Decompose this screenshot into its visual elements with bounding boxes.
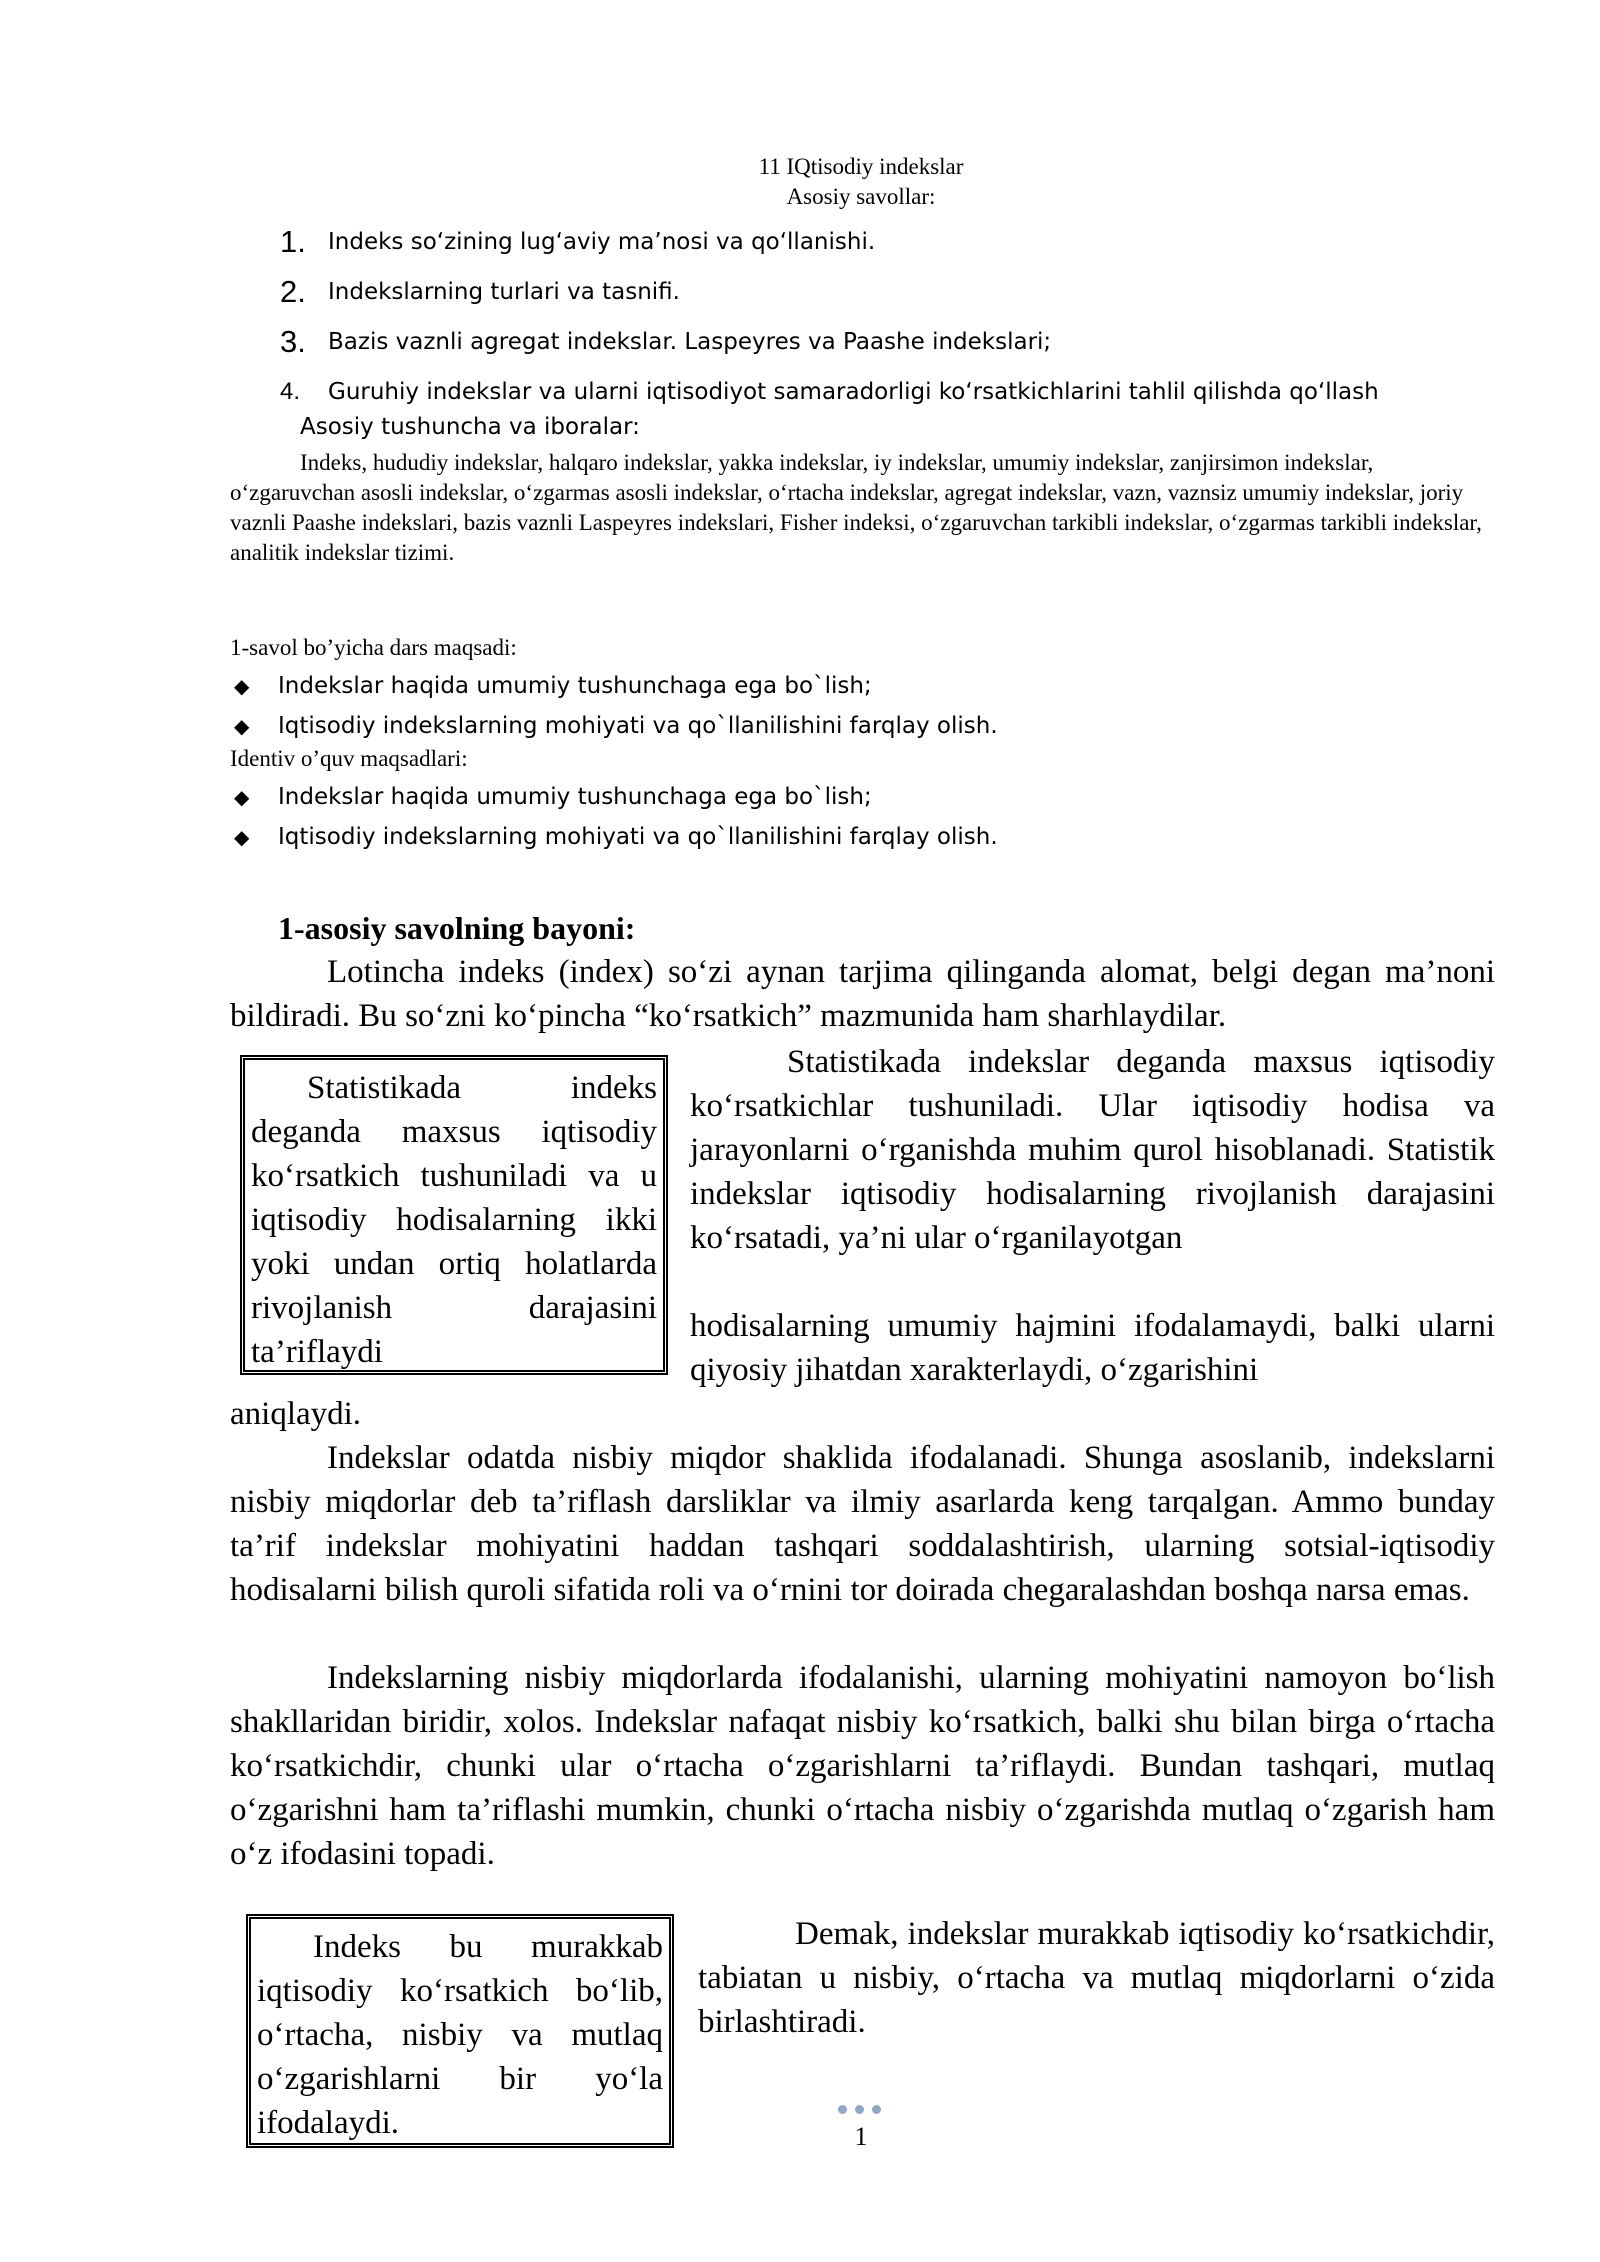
callout-box: Indeks bu murakkab iqtisodiy ko‘rsatkich bo‘lib, o‘rtacha, nisbiy va mutlaq o‘zgarishlarni bir yo‘la ifodalaydi.	[246, 1914, 674, 2148]
question-number: 3.	[280, 324, 306, 359]
diamond-bullet-icon: ◆	[234, 825, 250, 849]
document-title: 11 IQtisodiy indekslar	[758, 154, 964, 179]
question-number: 2.	[280, 274, 306, 309]
concepts-text: Indeks, hududiy indekslar, halqaro indekslar, yakka indekslar, iy indekslar, umumiy indekslar, zanjirsimon indekslar, o‘zgaruvchan asosli indekslar, o‘zgarmas asosli indekslar, o‘rtacha indekslar, agregat indekslar, vazn, vaznsiz umumiy indekslar, joriy vaznli Paashe indekslari, bazis vaznli Laspeyres indekslari, Fisher indeksi, o‘zgaruvchan tarkibli indekslar, o‘zgarmas tarkibli indekslar, analitik indekslar tizimi.	[230, 450, 1482, 565]
goal-item	[234, 666, 1434, 706]
question-text: Indekslarning turlari va tasnifi.	[328, 279, 680, 305]
paragraph: Demak, indekslar murakkab iqtisodiy ko‘rsatkichdir, tabiatan u nisbiy, o‘rtacha va mutlaq miqdorlarni o‘zida birlashtiradi.	[698, 1916, 1495, 2040]
paragraph: aniqlaydi.	[230, 1396, 362, 1432]
goal-item	[234, 706, 1434, 746]
concepts-heading: Asosiy tushuncha va iboralar:	[300, 414, 640, 440]
dot-icon	[855, 2105, 864, 2114]
question-number: 4.	[280, 378, 301, 405]
document-subtitle: Asosiy savollar:	[786, 184, 936, 209]
question-item	[280, 267, 1540, 317]
questions-list	[280, 217, 1540, 417]
section-heading: 1-asosiy savolning bayoni:	[278, 910, 636, 946]
dot-icon	[872, 2105, 881, 2114]
question-text: Guruhiy indekslar va ularni iqtisodiyot samaradorligi ko‘rsatkichlarini tahlil qilishda qo‘llash	[328, 379, 1379, 405]
paragraph: Indekslarning nisbiy miqdorlarda ifodalanishi, ularning mohiyatini namoyon bo‘lish shakllaridan biridir, xolos. Indekslar nafaqat nisbiy ko‘rsatkich, balki shu bilan birga o‘rtacha ko‘rsatkichdir, chunki ular o‘rtacha o‘zgarishlarni ta’riflaydi. Bundan tashqari, mutlaq o‘zgarishni ham ta’riflashi mumkin, chunki o‘rtacha nisbiy o‘zgarishda mutlaq o‘zgarish ham o‘z ifodasini topadi.	[230, 1660, 1495, 1872]
callout-box: Statistikada indeks deganda maxsus iqtisodiy ko‘rsatkich tushuniladi va u iqtisodiy hodisalarning ikki yoki undan ortiq holatlarda rivojlanish darajasini ta’riflaydi	[240, 1055, 668, 1375]
diamond-bullet-icon: ◆	[234, 674, 250, 698]
question-text: Indeks so‘zining lug‘aviy ma’nosi va qo‘llanishi.	[328, 229, 876, 255]
goal-text: Indekslar haqida umumiy tushunchaga ega bo`lish;	[278, 673, 872, 699]
question-item	[280, 217, 1540, 267]
question-text: Bazis vaznli agregat indekslar. Laspeyres va Paashe indekslari;	[328, 329, 1052, 355]
diamond-bullet-icon: ◆	[234, 785, 250, 809]
dot-icon	[838, 2105, 847, 2114]
page-dots-icon	[838, 2105, 881, 2114]
paragraph: Indekslar odatda nisbiy miqdor shaklida ifodalanadi. Shunga asoslanib, indekslarni nisbiy miqdorlar deb ta’riflash darsliklar va ilmiy asarlarda keng tarqalgan. Ammo bunday ta’rif indekslar mohiyatini haddan tashqari soddalashtirish, ularning sotsial-iqtisodiy hodisalarni bilish quroli sifatida roli va o‘rnini tor doirada chegaralashdan boshqa narsa emas.	[230, 1440, 1495, 1608]
paragraph: Lotincha indeks (index) so‘zi aynan tarjima qilinganda alomat, belgi degan ma’noni bildiradi. Bu so‘zni ko‘pincha “ko‘rsatkich” mazmunida ham sharhlaydilar.	[230, 954, 1495, 1034]
question-number: 1.	[280, 224, 306, 259]
paragraph: Statistikada indekslar deganda maxsus iqtisodiy ko‘rsatkichlar tushuniladi. Ular iqtisodiy hodisa va jarayonlarni o‘rganishda muhim qurol hisoblanadi. Statistik indekslar iqtisodiy hodisalarning rivojlanish darajasini ko‘rsatadi, ya’ni ular o‘rganilayotgan	[690, 1044, 1495, 1256]
goal-text: Iqtisodiy indekslarning mohiyati va qo`llanilishini farqlay olish.	[278, 713, 998, 739]
page-number: 1	[854, 2122, 868, 2151]
question-item	[280, 317, 1540, 367]
question-item	[280, 367, 1540, 417]
goal-item	[234, 817, 1434, 857]
goals-list	[234, 666, 1434, 746]
goal-text: Iqtisodiy indekslarning mohiyati va qo`llanilishini farqlay olish.	[278, 824, 998, 850]
identiv-goals-heading: Identiv o’quv maqsadlari:	[230, 746, 468, 771]
paragraph: hodisalarning umumiy hajmini ifodalamaydi, balki ularni qiyosiy jihatdan xarakterlaydi, o‘zgarishini	[690, 1308, 1495, 1388]
identiv-goals-list	[234, 777, 1434, 857]
goal-text: Indekslar haqida umumiy tushunchaga ega bo`lish;	[278, 784, 872, 810]
diamond-bullet-icon: ◆	[234, 714, 250, 738]
goal-item	[234, 777, 1434, 817]
goals-heading: 1-savol bo’yicha dars maqsadi:	[230, 635, 517, 660]
